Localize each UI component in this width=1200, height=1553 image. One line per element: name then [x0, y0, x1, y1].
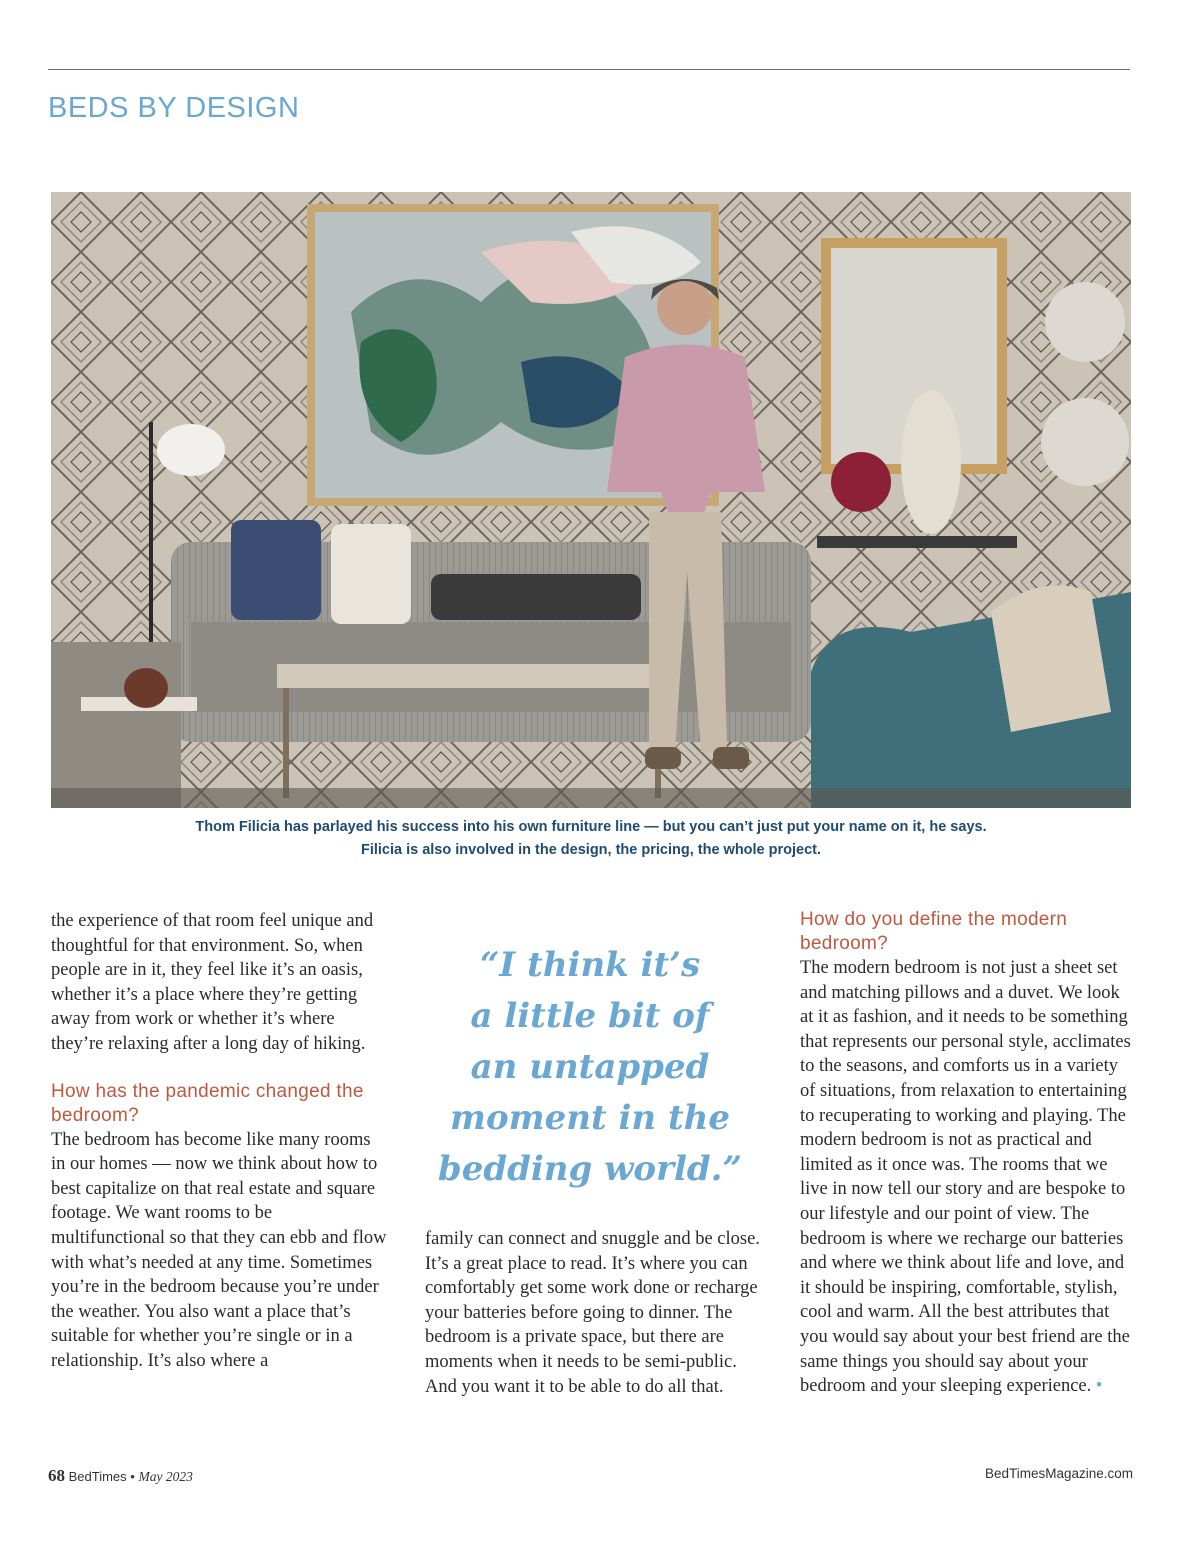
- pull-quote-line: moment in the: [449, 1098, 731, 1138]
- column3-subhead: How do you define the modern bedroom?: [800, 909, 1068, 954]
- pull-quote-line: “I think it’s: [479, 945, 701, 985]
- issue-date: May 2023: [138, 1469, 193, 1484]
- column-2: [425, 1227, 765, 1399]
- photo-caption-line1: Thom Filicia has parlayed his success into his own furniture line — but you can’t just put your name on it, he says.: [195, 819, 987, 835]
- photo-caption: [51, 816, 1131, 862]
- section-title: BEDS BY DESIGN: [48, 92, 300, 124]
- header-rule: [48, 69, 1130, 70]
- photo-caption-line2: Filicia is also involved in the design, the pricing, the whole project.: [360, 842, 822, 858]
- feature-photo-illustration: [51, 192, 1131, 808]
- end-of-article-mark: •: [1095, 1376, 1103, 1397]
- column-3: [800, 908, 1135, 1399]
- feature-photo: [51, 192, 1131, 808]
- column3-paragraph: The modern bedroom is not just a sheet set and matching pillows and a duvet. We look at it as fashion, and it needs to be something that represents our personal style, acclimates to the seasons, and comforts us in a variety of situations, from relaxation to entertaining to recuperating to working and playing. The modern bedroom is not as practical and limited as it once was. The rooms that we live in now tell our story and are bespoke to our lifestyle and our point of view. The bedroom is where we recharge our batteries and where we think about life and love, and it should be inspiring, comfortable, stylish, cool and warm. All the best attributes that you would say about your best friend are the same things you should say about your bedroom and your sleeping experience.: [800, 958, 1131, 1397]
- column2-paragraph: family can connect and snuggle and be close. It’s a great place to read. It’s where you can comfortably get some work done or recharge your batteries before going to dinner. The bedroom is a private space, but there are moments when it needs to be semi-public. And you want it to be able to do all that.: [425, 1229, 760, 1397]
- page-footer: [48, 1466, 1133, 1486]
- publication-name: BedTimes: [68, 1469, 127, 1484]
- pull-quote-line: bedding world.”: [437, 1149, 743, 1189]
- column1-paragraph-2: The bedroom has become like many rooms in our homes — now we think about how to best capitalize on that real estate and square footage. We want rooms to be multifunctional so that they can ebb and flow with what’s needed at any time. Sometimes you’re in the bedroom because you’re under the weather. You also want a place that’s suitable for whether you’re single or in a relationship. It’s also where a: [51, 1129, 387, 1371]
- pull-quote: [425, 940, 755, 1195]
- column3-paragraph-wrap: [800, 956, 1135, 1399]
- column1-subhead: How has the pandemic changed the bedroom?: [51, 1080, 364, 1126]
- website-link[interactable]: BedTimesMagazine.com: [984, 1466, 1133, 1481]
- pull-quote-line: an untapped: [470, 1047, 710, 1087]
- page-number: 68: [48, 1466, 65, 1485]
- footer-separator: •: [130, 1469, 135, 1484]
- pull-quote-line: a little bit of: [470, 996, 710, 1036]
- column1-paragraph-1: the experience of that room feel unique and thoughtful for that environment. So, when people are in it, they feel like it’s an oasis, whether it’s a place where they’re getting away from work or whether it’s where they’re relaxing after a long day of hiking.: [51, 911, 374, 1054]
- column-1: [51, 909, 387, 1374]
